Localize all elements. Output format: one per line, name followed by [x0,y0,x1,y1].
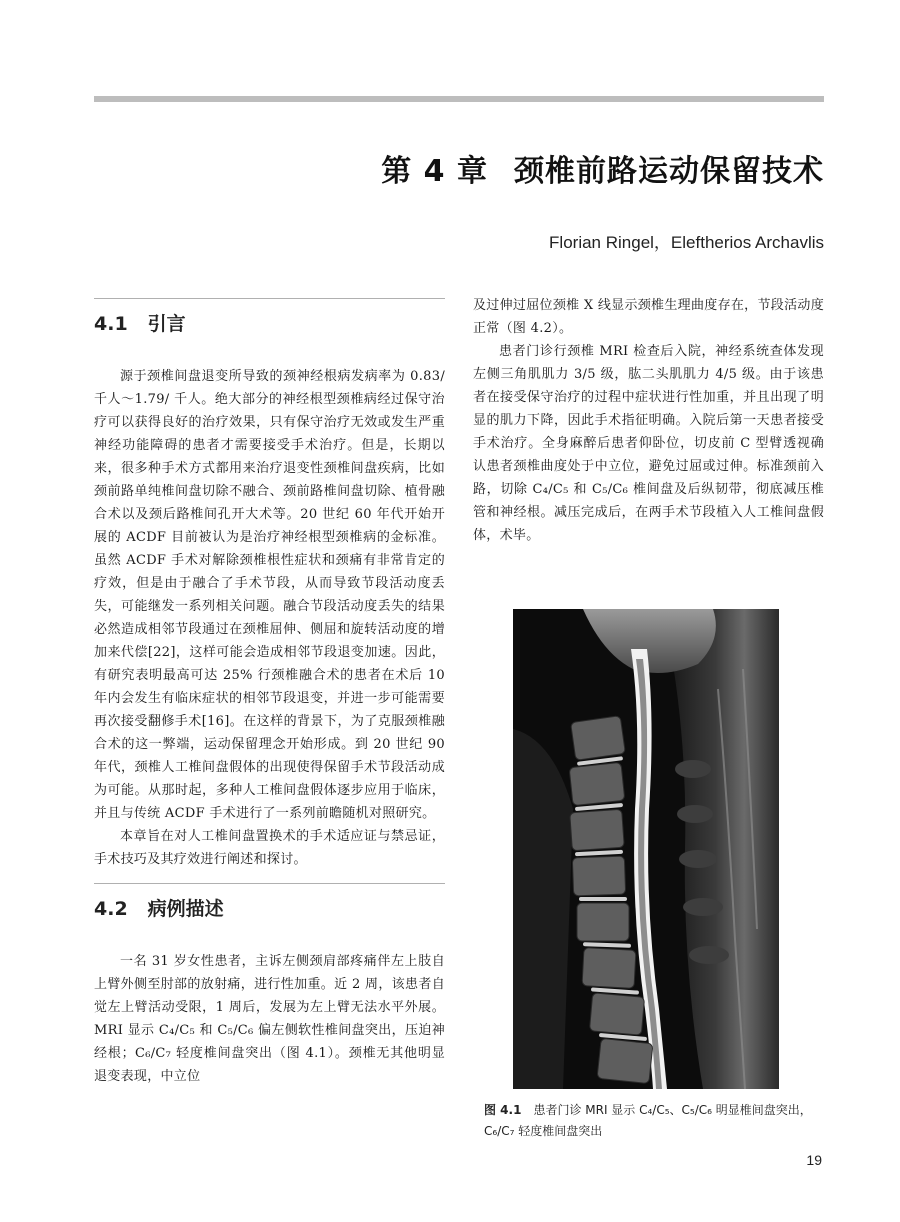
left-column [94,298,445,1088]
chapter-authors: Florian Ringel，Eleftherios Archavlis [549,233,824,252]
case-paragraph-continued: 及过伸过屈位颈椎 X 线显示颈椎生理曲度存在，节段活动度正常（图 4.2）。 [473,298,824,336]
case-paragraph-2: 患者门诊行颈椎 MRI 检查后入院，神经系统查体发现左侧三角肌肌力 3/5 级，肱二头肌肌力 4/5 级。由于该患者在接受保守治疗的过程中症状进行性加重，并且出现了明显的肌力下降，因此手术指征明确。入院后第一天患者接受手术治疗。全身麻醉后患者仰卧位，切皮前 C 型臂透视确认患者颈椎曲度处于中立位，避免过屈或过伸。标准颈前入路，切除 C₄/C₅ 和 C₅/C₆ 椎间盘及后纵韧带，彻底减压椎管和神经根。减压完成后，在两手术节段植入人工椎间盘假体，术毕。 [473,344,824,543]
mri-figure [513,609,779,1089]
chapter-title-text: 颈椎前路运动保留技术 [514,154,824,189]
intro-paragraph-2: 本章旨在对人工椎间盘置换术的手术适应证与禁忌证，手术技巧及其疗效进行阐述和探讨。 [94,829,445,867]
figure-label: 图 4.1 [484,1103,522,1117]
top-rule [94,96,824,102]
section-number: 4.2 [94,898,128,920]
intro-paragraph-1: 源于颈椎间盘退变所导致的颈神经根病发病率为 0.83/ 千人～1.79/ 千人。绝大部分的神经根型颈椎病经过保守治疗可以获得良好的治疗效果，只有保守治疗无效或发生严重神经功能障碍的患者才需要接受手术治疗。但是，长期以来，很多种手术方式都用来治疗退变性颈椎间盘疾病，比如颈前路单纯椎间盘切除不融合、颈前路椎间盘切除、植骨融合术以及颈后路椎间孔开大术等。20 世纪 60 年代开始开展的 ACDF 目前被认为是治疗神经根型颈椎病的金标准。虽然 ACDF 手术对解除颈椎根性症状和颈痛有非常肯定的疗效，但是由于融合了手术节段，从而导致节段活动度丢失，可能继发一系列相关问题。融合节段活动度丢失的结果必然造成相邻节段通过在颈椎屈伸、侧屈和旋转活动度的增加来代偿[22]，这样可能会造成相邻节段退变加速。因此，有研究表明最高可达 25% 行颈椎融合术的患者在术后 10 年内会发生有临床症状的相邻节段退变，并进一步可能需要再次接受翻修手术[16]。在这样的背景下，为了克服颈椎融合术的这一弊端，运动保留理念开始形成。到 20 世纪 90 年代，颈椎人工椎间盘假体的出现使得保留手术节段活动成为可能。从那时起，多种人工椎间盘假体逐步应用于临床，并且与传统 ACDF 手术进行了一系列前瞻随机对照研究。 [94,369,445,821]
section-number: 4.1 [94,313,128,335]
case-paragraph-1: 一名 31 岁女性患者，主诉左侧颈肩部疼痛伴左上肢自上臂外侧至肘部的放射痛，进行性加重。近 2 周，该患者自觉左上臂活动受限，1 周后，发展为左上臂无法水平外展。MRI 显示 C₄/C₅ 和 C₅/C₆ 偏左侧软性椎间盘突出，压迫神经根；C₆/C₇ 轻度椎间盘突出（图 4.1）。颈椎无其他明显退变表现，中立位 [94,954,445,1084]
section-title: 病例描述 [147,898,224,920]
page-number: 19 [806,1152,822,1168]
chapter-title [381,146,824,190]
figure-caption-text: 患者门诊 MRI 显示 C₄/C₅、C₅/C₆ 明显椎间盘突出，C₆/C₇ 轻度椎间盘突出 [484,1103,812,1138]
section-heading-introduction [94,299,445,349]
mri-image [513,609,779,1089]
section-title: 引言 [147,313,186,335]
section-heading-case [94,884,445,934]
chapter-number: 第 4 章 [381,154,488,189]
right-column [473,294,824,547]
figure-caption [484,1100,824,1142]
